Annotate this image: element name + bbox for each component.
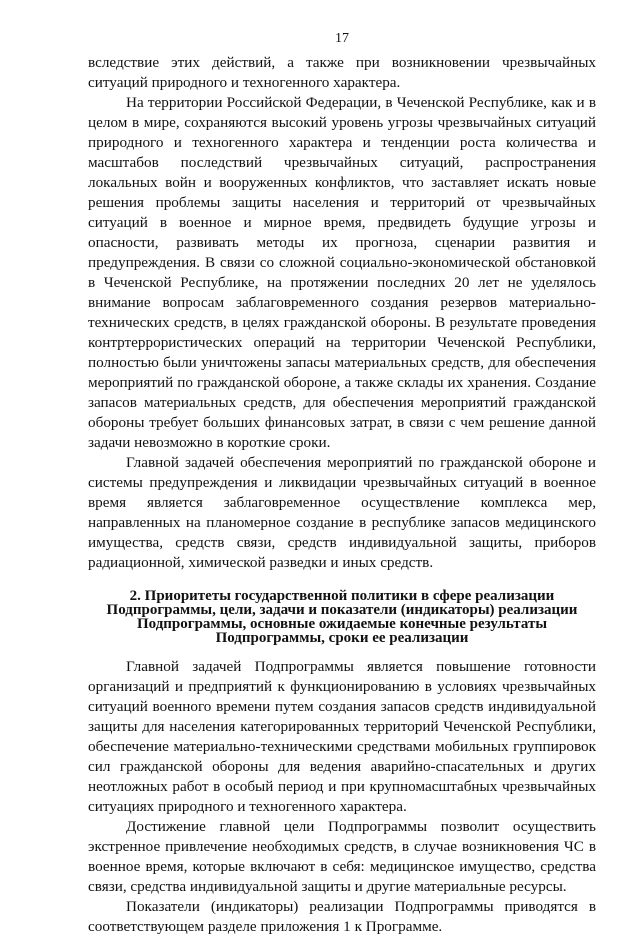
page-number: 17 bbox=[335, 31, 349, 46]
paragraph-indicators: Показатели (индикаторы) реализации Подпрограммы приводятся в соответствующем разделе приложения 1 к Программе. bbox=[88, 898, 596, 935]
paragraph-main-task-civil-defense: Главной задачей обеспечения мероприятий по гражданской обороне и системы предупреждения и ликвидации чрезвычайных ситуаций в военное время является заблаговременное осуществление комплекса мер, направленных на планомерное создание в республике запасов медицинского имущества, средств связи, средств индивидуальной защиты, приборов радиационной, химической разведки и иных средств. bbox=[88, 454, 596, 571]
paragraph-goal-achievement: Достижение главной цели Подпрограммы позволит осуществить экстренное привлечение необходимых средств, в случае возникновения ЧС в военное время, которые включают в себя: медицинское имущество, средства связи, средства индивидуальной защиты и другие материальные ресурсы. bbox=[88, 818, 596, 895]
paragraph-continuation: вследствие этих действий, а также при возникновении чрезвычайных ситуаций природного и техногенного характера. bbox=[88, 54, 596, 91]
paragraph-subprogram-main-task: Главной задачей Подпрограммы является повышение готовности организаций и предприятий к функционированию в условиях чрезвычайных ситуаций военного времени путем создания запасов средств индивидуальной защиты для населения категорированных территорий Чеченской Республики, обеспечение материально-техническими средствами мобильных группировок сил гражданской обороны для ведения аварийно-спасательных и других неотложных работ в особый период и при крупномасштабных чрезвычайных ситуациях природного и техногенного характера. bbox=[88, 658, 596, 815]
document-page bbox=[88, 30, 596, 937]
section-heading: 2. Приоритеты государственной политики в сфере реализации Подпрограммы, цели, задачи и показатели (индикаторы) реализации Подпрограммы, основные ожидаемые конечные результаты Подпрограммы, сроки ее реализации bbox=[106, 588, 578, 646]
paragraph-threats: На территории Российской Федерации, в Чеченской Республике, как и в целом в мире, сохраняются высокий уровень угрозы чрезвычайных ситуаций природного и техногенного характера и тенденции роста количества и масштабов последствий чрезвычайных ситуаций, распространения локальных войн и вооруженных конфликтов, что заставляет искать новые решения проблемы защиты населения и территорий от чрезвычайных ситуаций в военное и мирное время, предвидеть будущие угрозы и опасности, развивать методы их прогноза, сценарии развития и предупреждения. В связи со сложной социально-экономической обстановкой в Чеченской Республике, на протяжении последних 20 лет не уделялось внимание вопросам заблаговременного создания резервов материально-технических средств, в целях гражданской обороны. В результате проведения контртеррористических операций на территории Чеченской Республики, полностью были уничтожены запасы материальных средств, для обеспечения мероприятий по гражданской обороне, а также склады их хранения. Создание запасов материальных средств, для обеспечения мероприятий гражданской обороны требует больших финансовых затрат, в связи с чем решение данной задачи невозможно в короткие сроки. bbox=[88, 94, 596, 451]
